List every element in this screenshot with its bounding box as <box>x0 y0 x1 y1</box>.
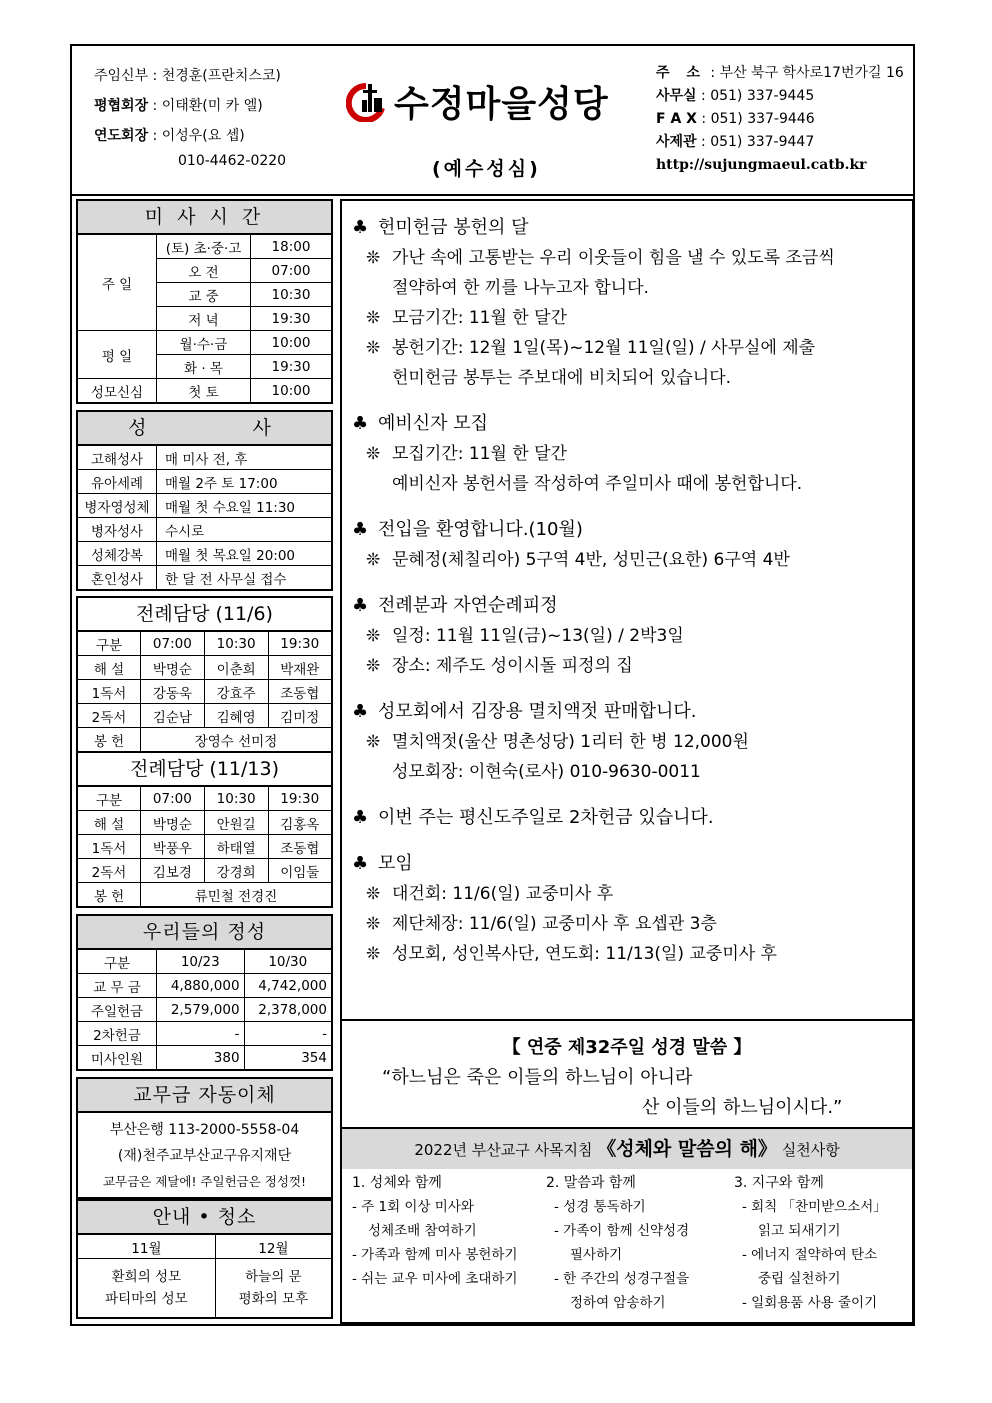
announcement <box>352 849 902 969</box>
offering-value: 4,880,000 <box>157 974 245 998</box>
autopay-title: 교무금 자동이체 <box>78 1079 331 1113</box>
marian-label: 성모신심 <box>78 379 157 403</box>
plan-item: 필사하기 <box>570 1247 623 1263</box>
announcement-title: 전례분과 자연순례피정 <box>378 595 558 616</box>
announcements-list <box>352 213 902 985</box>
liturgy-person: 조동협 <box>268 680 331 704</box>
offering-title: 우리들의 정성 <box>78 916 331 950</box>
council-name: 이태환(미 카 엘) <box>161 98 263 114</box>
plan-title: 《성체와 말씀의 해》 <box>597 1138 777 1160</box>
autopay-note: 교무금은 제달에! 주일헌금은 정성껏! <box>102 1174 307 1189</box>
mass-label: (토) 초·중·고 <box>157 235 251 259</box>
announcement <box>352 213 902 393</box>
liturgy-head: 10:30 <box>204 787 268 811</box>
header-contacts: 주 소 : 부산 북구 학사로17번가길 16 사무실 : 051) 337-9445 F A X : 051) 337-9446 사제관 : 051) 337-9447 http://sujungmaeul.catb.kr <box>656 62 904 177</box>
announcement <box>352 803 902 833</box>
sacrament-name: 혼인성사 <box>78 566 157 590</box>
plan-suffix: 실천사항 <box>781 1141 840 1159</box>
plan-prefix: 2022년 부산교구 사목지침 <box>414 1141 593 1159</box>
offering-label: 교 무 금 <box>78 974 157 998</box>
liturgy-role: 해 설 <box>78 811 141 835</box>
cleaning-group: 파티마의 성모 <box>105 1291 188 1307</box>
announcement-item: 대건회: 11/6(일) 교중미사 후 <box>392 884 614 904</box>
sacrament-schedule: 매월 첫 수요일 11:30 <box>157 494 332 518</box>
cleaning-group: 환희의 성모 <box>111 1269 182 1285</box>
header-officers: 주임신부 : 천경훈(프란치스코) 평협회장 : 이태환(미 카 엘) 연도회장 : 이성우(요 셉) 010-4462-0220 <box>94 68 287 169</box>
liturgy-person: 김보경 <box>141 859 205 883</box>
offering-value: 4,742,000 <box>244 974 331 998</box>
liturgy-head: 구분 <box>78 787 141 811</box>
liturgy-person: 김미정 <box>268 704 331 728</box>
announcement <box>352 697 902 787</box>
offering-value: 2,378,000 <box>244 998 331 1022</box>
announcement-item-cont: 예비신자 봉헌서를 작성하여 주일미사 때에 봉헌합니다. <box>392 474 803 494</box>
sacrament-name: 병자영성체 <box>78 494 157 518</box>
liturgy-head: 07:00 <box>141 632 205 656</box>
announcement-title: 헌미헌금 봉헌의 달 <box>378 217 529 238</box>
offering-head: 10/23 <box>157 950 245 974</box>
offering-head: 구분 <box>78 950 157 974</box>
announcement-item: 가난 속에 고통받는 우리 이웃들이 힘을 낼 수 있도록 조금씩 <box>392 248 835 268</box>
plan-item: - 가족과 함께 미사 봉헌하기 <box>352 1247 518 1263</box>
cleaning-month: 12월 <box>215 1235 331 1259</box>
offering-head: 10/30 <box>244 950 331 974</box>
liturgy-person: 강동욱 <box>141 680 205 704</box>
announcement-item: 멸치액젓(울산 명촌성당) 1리터 한 병 12,000원 <box>392 732 749 752</box>
plan-column-title: 1. 성체와 함께 <box>352 1175 442 1191</box>
liturgy-person: 박풍우 <box>141 835 205 859</box>
announcement-title: 성모회에서 김장용 멸치액젓 판매합니다. <box>378 701 697 722</box>
club-icon: ♣ <box>352 519 369 540</box>
liturgy-role: 2독서 <box>78 704 141 728</box>
cleaning-box <box>76 1199 333 1319</box>
announcement-item: 일정: 11월 11일(금)~13(일) / 2박3일 <box>392 626 684 646</box>
council-label: 평협회장 <box>94 98 149 114</box>
liturgy-offer: 류민철 전경진 <box>141 883 332 907</box>
fax-label: F A X <box>656 111 697 127</box>
announcement-item-cont: 헌미헌금 봉투는 주보대에 비치되어 있습니다. <box>392 368 732 388</box>
bullet-icon: ❊ <box>366 944 381 964</box>
announcement <box>352 409 902 499</box>
liturgy-person: 김순남 <box>141 704 205 728</box>
announcement <box>352 591 902 681</box>
sacrament-name: 성체강복 <box>78 542 157 566</box>
announcement-title: 모임 <box>378 853 413 874</box>
mass-time: 10:30 <box>251 283 332 307</box>
liturgy-person: 김홍옥 <box>268 811 331 835</box>
announcement-title: 전입을 환영합니다.(10월) <box>378 519 583 540</box>
plan-item: - 일회용품 사용 줄이기 <box>742 1295 878 1311</box>
offering-value: - <box>244 1022 331 1046</box>
mass-time: 07:00 <box>251 259 332 283</box>
liturgy-role: 봉 헌 <box>78 728 141 752</box>
offering-value: 380 <box>157 1046 245 1070</box>
bullet-icon: ❊ <box>366 550 381 570</box>
sacrament-name: 고해성사 <box>78 446 157 470</box>
pastoral-plan-banner <box>342 1127 912 1169</box>
bible-title: 【 연중 제32주일 성경 말씀 】 <box>502 1037 752 1058</box>
sacrament-schedule: 매월 첫 목요일 20:00 <box>157 542 332 566</box>
liturgy-head: 19:30 <box>268 632 331 656</box>
mass-time: 19:30 <box>251 307 332 331</box>
liturgy-head: 19:30 <box>268 787 331 811</box>
bullet-icon: ❊ <box>366 338 381 358</box>
liturgy-head: 10:30 <box>204 632 268 656</box>
bank-account: 부산은행 113-2000-5558-04 <box>109 1122 300 1138</box>
announcement-item: 제단체장: 11/6(일) 교중미사 후 요셉관 3층 <box>392 914 717 934</box>
offering-value: 2,579,000 <box>157 998 245 1022</box>
club-icon: ♣ <box>352 807 369 828</box>
liturgy-person: 김혜영 <box>204 704 268 728</box>
pastor-name: 천경훈(프란치스코) <box>161 68 281 84</box>
liturgy-table-1 <box>78 632 331 751</box>
sacrament-name: 병자성사 <box>78 518 157 542</box>
plan-column-title: 2. 말씀과 함께 <box>546 1175 636 1191</box>
sacraments-box <box>76 410 333 591</box>
rectory-phone: 051) 337-9447 <box>710 134 815 150</box>
plan-item: - 회칙 「찬미받으소서」 <box>742 1199 887 1215</box>
announcement-item-cont: 절약하여 한 끼를 나누고자 합니다. <box>392 278 649 298</box>
liturgy-box <box>76 596 333 908</box>
cleaning-table <box>78 1235 331 1317</box>
bullet-icon: ❊ <box>366 248 381 268</box>
rectory-label: 사제관 <box>656 134 697 150</box>
bible-line-2: 산 이들의 하느님이시다.” <box>642 1097 843 1118</box>
address: 부산 북구 학사로17번가길 16 <box>719 65 904 81</box>
mass-label: 월·수·금 <box>157 331 251 355</box>
church-logo-icon <box>346 80 388 122</box>
header <box>72 46 913 196</box>
liturgy-offer: 장영수 선미정 <box>141 728 332 752</box>
sunday-label: 주 일 <box>78 235 157 331</box>
announcement-title: 이번 주는 평신도주일로 2차헌금 있습니다. <box>378 807 714 828</box>
liturgy-head: 구분 <box>78 632 141 656</box>
bullet-icon: ❊ <box>366 444 381 464</box>
account-holder: (재)천주교부산교구유지재단 <box>117 1148 292 1164</box>
announcement-item-cont: 성모회장: 이현숙(로사) 010-9630-0011 <box>392 762 701 782</box>
mass-label: 저 녁 <box>157 307 251 331</box>
announcement-item: 모집기간: 11월 한 달간 <box>392 444 567 464</box>
liturgy-person: 하태열 <box>204 835 268 859</box>
announcement <box>352 515 902 575</box>
liturgy-person: 강경희 <box>204 859 268 883</box>
plan-item: - 주 1회 이상 미사와 <box>352 1199 474 1215</box>
pastor-label: 주임신부 <box>94 68 149 84</box>
bullet-icon: ❊ <box>366 626 381 646</box>
office-label: 사무실 <box>656 88 697 104</box>
sacraments-table <box>78 446 331 589</box>
liturgy-person: 강효주 <box>204 680 268 704</box>
bullet-icon: ❊ <box>366 656 381 676</box>
mass-time: 18:00 <box>251 235 332 259</box>
elder-label: 연도회장 <box>94 128 149 144</box>
liturgy-head: 07:00 <box>141 787 205 811</box>
sacraments-title: 성 사 <box>78 412 331 446</box>
announcement-item: 문혜정(체칠리아) 5구역 4반, 성민근(요한) 6구역 4반 <box>392 550 790 570</box>
liturgy-title-2: 전례담당 (11/13) <box>78 751 331 787</box>
plan-column-title: 3. 지구와 함께 <box>734 1175 824 1191</box>
mass-times-table <box>78 235 331 402</box>
bullet-icon: ❊ <box>366 884 381 904</box>
cleaning-month: 11월 <box>78 1235 215 1259</box>
liturgy-role: 봉 헌 <box>78 883 141 907</box>
offering-value: - <box>157 1022 245 1046</box>
liturgy-person: 안원길 <box>204 811 268 835</box>
plan-item: 정하여 암송하기 <box>570 1295 666 1311</box>
website-link[interactable]: http://sujungmaeul.catb.kr <box>656 157 867 173</box>
club-icon: ♣ <box>352 413 369 434</box>
club-icon: ♣ <box>352 595 369 616</box>
office-phone: 051) 337-9445 <box>710 88 815 104</box>
liturgy-role: 2독서 <box>78 859 141 883</box>
liturgy-person: 박명순 <box>141 811 205 835</box>
plan-column-1 <box>352 1171 518 1291</box>
mass-time: 10:00 <box>251 379 332 403</box>
plan-item: - 성경 통독하기 <box>554 1199 646 1215</box>
mass-time: 19:30 <box>251 355 332 379</box>
offering-table <box>78 950 331 1069</box>
plan-item: - 쉬는 교우 미사에 초대하기 <box>352 1271 518 1287</box>
announcement-item: 봉헌기간: 12월 1일(목)~12월 11일(일) / 사무실에 제출 <box>392 338 816 358</box>
announcement-item: 장소: 제주도 성이시돌 피정의 집 <box>392 656 633 676</box>
sacrament-name: 유아세례 <box>78 470 157 494</box>
mass-times-box <box>76 199 333 404</box>
church-name: 수정마을성당 <box>394 84 609 125</box>
plan-item: 중립 실천하기 <box>758 1271 841 1287</box>
mass-times-title: 미 사 시 간 <box>78 201 331 235</box>
liturgy-person: 박재완 <box>268 656 331 680</box>
cleaning-group: 하늘의 문 <box>245 1269 302 1285</box>
liturgy-title-1: 전례담당 (11/6) <box>78 598 331 632</box>
liturgy-table-2 <box>78 787 331 906</box>
liturgy-role: 해 설 <box>78 656 141 680</box>
plan-column-3 <box>734 1171 887 1315</box>
sacrament-schedule: 수시로 <box>157 518 332 542</box>
bible-verse-box <box>342 1019 912 1129</box>
address-label: 주 소 <box>656 65 706 81</box>
sacrament-schedule: 매 미사 전, 후 <box>157 446 332 470</box>
liturgy-role: 1독서 <box>78 680 141 704</box>
mass-label: 교 중 <box>157 283 251 307</box>
announcement-item: 모금기간: 11월 한 달간 <box>392 308 567 328</box>
liturgy-person: 이임둘 <box>268 859 331 883</box>
bullet-icon: ❊ <box>366 914 381 934</box>
church-motto: (예수성심) <box>432 158 541 180</box>
plan-item: 성체조배 참여하기 <box>368 1223 477 1239</box>
autopay-box <box>76 1077 333 1199</box>
bulletin-page <box>70 44 915 1326</box>
offering-label: 2차헌금 <box>78 1022 157 1046</box>
plan-item: - 한 주간의 성경구절을 <box>554 1271 690 1287</box>
fax-number: 051) 337-9446 <box>710 111 815 127</box>
offering-label: 미사인원 <box>78 1046 157 1070</box>
cleaning-group: 평화의 모후 <box>238 1291 309 1307</box>
offering-value: 354 <box>244 1046 331 1070</box>
mass-label: 첫 토 <box>157 379 251 403</box>
church-logo <box>344 76 644 136</box>
bible-line-1: “하느님은 죽은 이들의 하느님이 아니라 <box>382 1067 693 1088</box>
offering-box <box>76 914 333 1071</box>
plan-column-2 <box>546 1171 689 1315</box>
bullet-icon: ❊ <box>366 732 381 752</box>
plan-item: - 가족이 함께 신약성경 <box>554 1223 690 1239</box>
liturgy-role: 1독서 <box>78 835 141 859</box>
weekday-label: 평 일 <box>78 331 157 379</box>
mass-label: 화 · 목 <box>157 355 251 379</box>
offering-label: 주일헌금 <box>78 998 157 1022</box>
announcement-item: 성모회, 성인복사단, 연도회: 11/13(일) 교중미사 후 <box>392 944 777 964</box>
liturgy-person: 박명순 <box>141 656 205 680</box>
club-icon: ♣ <box>352 853 369 874</box>
club-icon: ♣ <box>352 217 369 238</box>
announcement-title: 예비신자 모집 <box>378 413 489 434</box>
plan-item: 읽고 되새기기 <box>758 1223 841 1239</box>
liturgy-person: 조동협 <box>268 835 331 859</box>
club-icon: ♣ <box>352 701 369 722</box>
announcements-panel <box>340 199 914 1324</box>
liturgy-person: 이춘희 <box>204 656 268 680</box>
elder-name: 이성우(요 셉) <box>161 128 245 144</box>
sacrament-schedule: 한 달 전 사무실 접수 <box>157 566 332 590</box>
plan-item: - 에너지 절약하여 탄소 <box>742 1247 878 1263</box>
mass-time: 10:00 <box>251 331 332 355</box>
bullet-icon: ❊ <box>366 308 381 328</box>
sacrament-schedule: 매월 2주 토 17:00 <box>157 470 332 494</box>
elder-phone: 010-4462-0220 <box>178 153 287 169</box>
cleaning-title: 안내 • 청소 <box>78 1201 331 1235</box>
mass-label: 오 전 <box>157 259 251 283</box>
